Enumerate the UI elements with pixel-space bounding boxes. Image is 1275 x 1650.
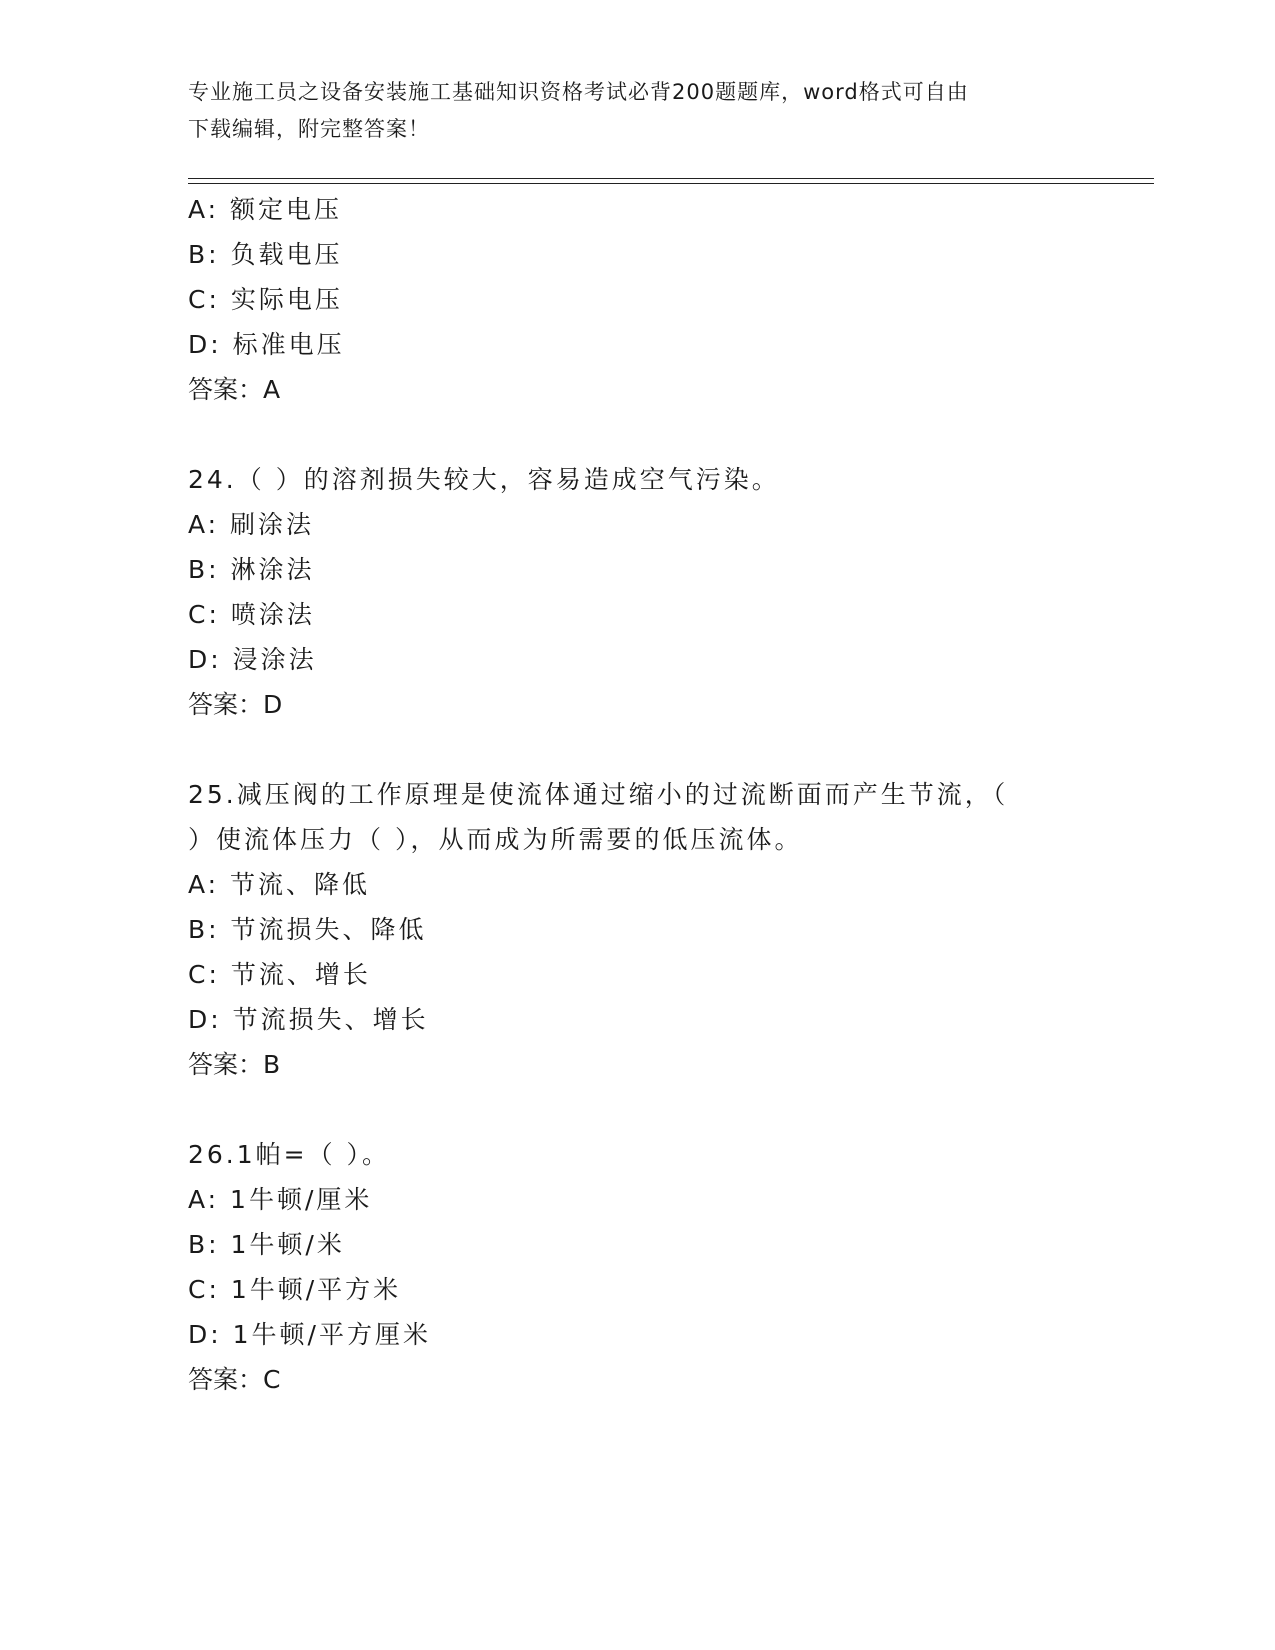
q26-option-b: B: 1牛顿/米 xyxy=(188,1230,345,1259)
q23-option-a: A: 额定电压 xyxy=(188,195,343,224)
q26-stem: 26.1帕=（ ）。 xyxy=(188,1140,391,1169)
q25-stem-line-2: ）使流体压力（ ），从而成为所需要的低压流体。 xyxy=(188,825,803,854)
document-header xyxy=(188,74,1088,148)
q24-stem: 24.（ ）的溶剂损失较大，容易造成空气污染。 xyxy=(188,465,780,494)
header-divider-top xyxy=(188,178,1154,179)
header-line-1: 专业施工员之设备安装施工基础知识资格考试必背200题题库，word格式可自由 xyxy=(188,80,969,104)
q23-answer: 答案：A xyxy=(188,375,281,404)
q26-option-c: C: 1牛顿/平方米 xyxy=(188,1275,402,1304)
q26-option-a: A: 1牛顿/厘米 xyxy=(188,1185,373,1214)
q25-option-d: D: 节流损失、增长 xyxy=(188,1005,429,1034)
q25-option-b: B: 节流损失、降低 xyxy=(188,915,427,944)
q24-option-a: A: 刷涂法 xyxy=(188,510,315,539)
q23-option-c: C: 实际电压 xyxy=(188,285,343,314)
q24-option-d: D: 浸涂法 xyxy=(188,645,317,674)
q23-option-b: B: 负载电压 xyxy=(188,240,343,269)
q23-option-d: D: 标准电压 xyxy=(188,330,345,359)
q25-answer: 答案：B xyxy=(188,1050,281,1079)
q25-stem-line-1: 25.减压阀的工作原理是使流体通过缩小的过流断面而产生节流，（ xyxy=(188,780,1009,809)
q26-option-d: D: 1牛顿/平方厘米 xyxy=(188,1320,431,1349)
q24-option-c: C: 喷涂法 xyxy=(188,600,315,629)
q25-option-c: C: 节流、增长 xyxy=(188,960,371,989)
q24-answer: 答案：D xyxy=(188,690,283,719)
q24-option-b: B: 淋涂法 xyxy=(188,555,315,584)
q26-answer: 答案：C xyxy=(188,1365,281,1394)
q25-option-a: A: 节流、降低 xyxy=(188,870,371,899)
header-line-2: 下载编辑，附完整答案！ xyxy=(188,117,430,141)
header-divider-bottom xyxy=(188,183,1154,184)
